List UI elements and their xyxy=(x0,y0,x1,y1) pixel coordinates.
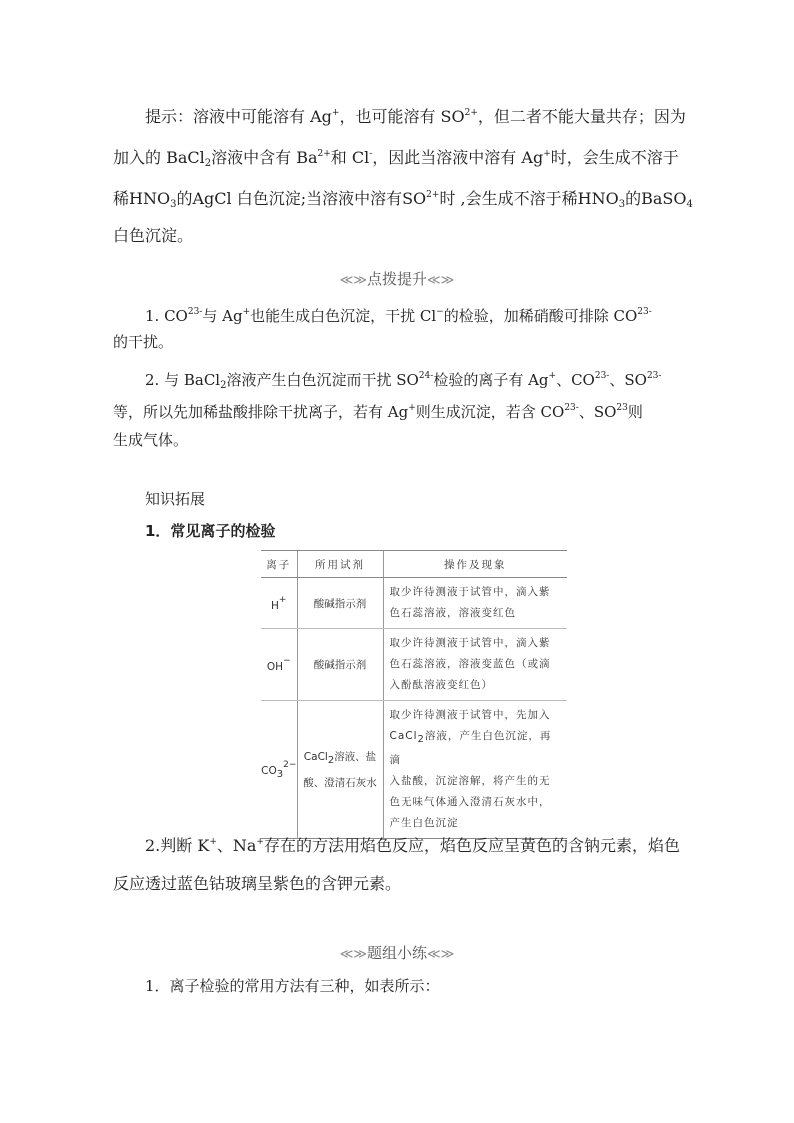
table-row xyxy=(261,629,567,701)
hint-line-4: 白色沉淀。 xyxy=(113,226,194,245)
decor-left-icon: ≪≫ xyxy=(339,947,367,962)
knowledge-point-2-line-1: 2.判断 K+、Na+存在的方法用焰色反应，焰色反应呈黄色的含钠元素，焰色 xyxy=(145,836,680,855)
reagent-cell: 酸碱指示剂 xyxy=(297,629,383,701)
knowledge-point-2-line-2: 反应透过蓝色钴玻璃呈紫色的含钾元素。 xyxy=(113,874,402,893)
table-row xyxy=(261,578,567,629)
hint-line-2: 加入的 BaCl$_2$溶液中含有 $Ba^{2+}$和 Cl-，因此当溶液中溶有 Ag+时，会生成不溶于 xyxy=(113,148,679,169)
reagent-cell: 酸碱指示剂 xyxy=(297,578,383,629)
operation-cell: 取少许待测液于试管中，滴入紫 色石蕊溶液，溶液变蓝色（或滴 入酚酞溶液变红色） xyxy=(383,629,567,701)
decor-left-icon: ≪≫ xyxy=(339,273,367,288)
hint-line-1: 提示：溶液中可能溶有 Ag+，也可能溶有 $SO^{2+}$，但二者不能大量共存；因为 xyxy=(145,107,686,126)
header-operation: 操作及现象 xyxy=(383,551,567,578)
ion-cell: OH− xyxy=(261,629,297,701)
knowledge-subtitle-1: 1．常见离子的检验 xyxy=(145,522,276,540)
exercise-1-text: 1．离子检验的常用方法有三种，如表所示： xyxy=(145,977,440,995)
tip-2-line-3: 生成气体。 xyxy=(113,431,189,449)
header-ion: 离子 xyxy=(261,551,297,578)
operation-cell: 取少许待测液于试管中，滴入紫 色石蕊溶液，溶液变红色 xyxy=(383,578,567,629)
table-header-row xyxy=(261,551,567,578)
section-heading-tips: ≪≫点拨提升≪≫ xyxy=(339,270,455,288)
hint-line-3: 稀$HNO_3$的AgCl 白色沉淀;当溶液中溶有$SO^{2+}$时 ,会生成不溶于稀$HNO_3$的BaSO$_4$ xyxy=(113,189,693,210)
header-reagent: 所用试剂 xyxy=(297,551,383,578)
section-heading-exercises: ≪≫题组小练≪≫ xyxy=(339,944,455,962)
table-row xyxy=(261,701,567,839)
decor-right-icon: ≪≫ xyxy=(427,947,455,962)
tip-2-line-1: 2. 与 BaCl$_2$溶液产生白色沉淀而干扰 $SO^{24-}$检验的离子有 Ag+、$CO^{23-}$、$SO^{23-}$ xyxy=(145,371,662,391)
reagent-cell: CaCl$_2$溶液、盐 酸、澄清石灰水 xyxy=(297,701,383,839)
ion-cell: $CO_3^{2-}$ xyxy=(261,701,297,839)
tip-1-line-1: 1. $CO^{23-}$与 Ag+也能生成白色沉淀，干扰 Cl−的检验，加稀硝酸可排除 $CO^{23-}$ xyxy=(145,307,652,325)
ion-detection-table xyxy=(261,550,567,839)
decor-right-icon: ≪≫ xyxy=(427,273,455,288)
knowledge-title: 知识拓展 xyxy=(145,490,206,508)
tip-1-line-2: 的干扰。 xyxy=(113,333,174,351)
ion-cell: H+ xyxy=(261,578,297,629)
operation-cell: 取少许待测液于试管中，先加入 CaCl$_2$溶液，产生白色沉淀，再滴 入盐酸，沉淀溶解，将产生的无 色无味气体通入澄清石灰水中， 产生白色沉淀 xyxy=(383,701,567,839)
tip-2-line-2: 等，所以先加稀盐酸排除干扰离子，若有 Ag+则生成沉淀，若含 $CO^{23-}$、SO$^{23}$则 xyxy=(113,403,643,421)
